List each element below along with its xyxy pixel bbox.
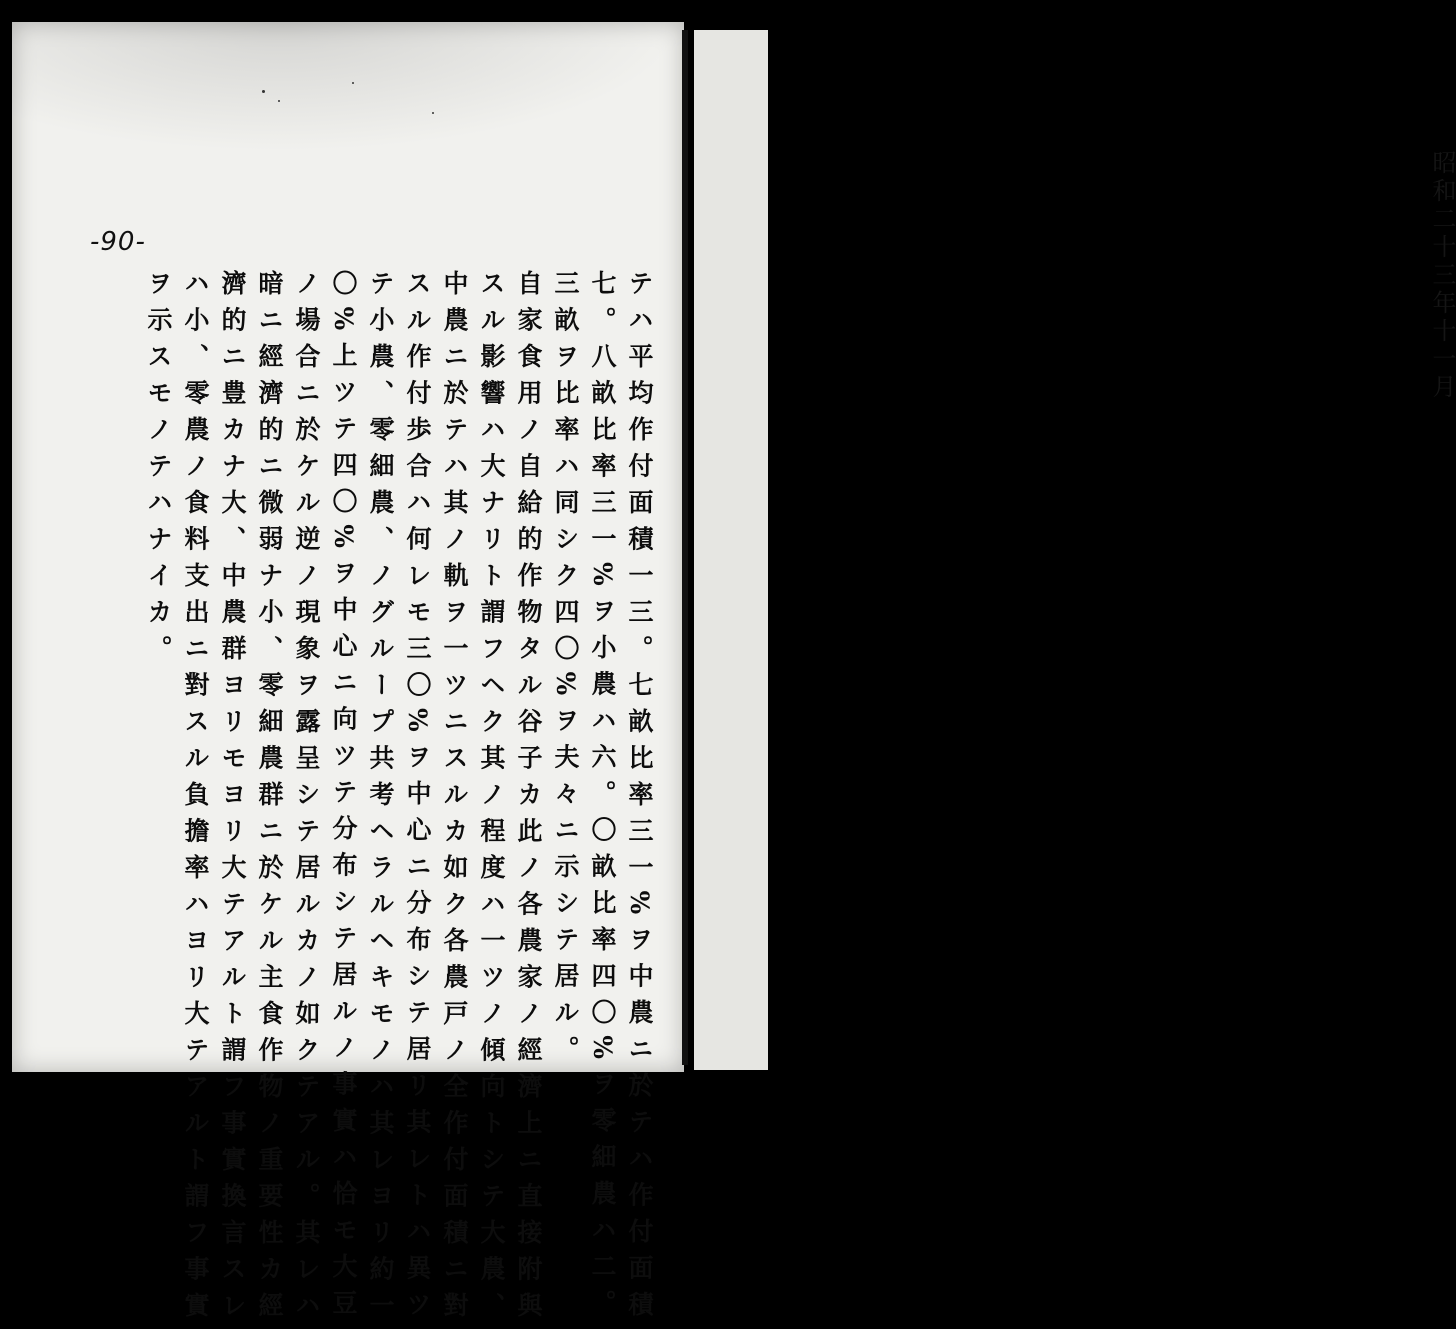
text-column: ハ小、零農ノ食料支出ニ對スル負擔率ハヨリ大テアルト謂フ事實 <box>181 270 210 1329</box>
binding-gutter <box>682 30 688 1065</box>
document-page <box>12 22 684 1329</box>
text-column: 〇%上ツテ四〇%ヲ中心ニ向ツテ分布シテ居ルノ事實ハ恰モ大豆 <box>329 270 358 1327</box>
text-column: スル影響ハ大ナリト謂フヘク其ノ程度ハ一ツノ傾向トシテ大農、 <box>477 270 506 1329</box>
text-column: ヲ示スモノテハナイカ。 <box>144 270 173 672</box>
text-column: 自家食用ノ自給的作物タル谷子カ此ノ各農家ノ經濟上ニ直接附與 <box>514 270 543 1329</box>
scan-speck <box>278 100 280 102</box>
text-column: スル作付歩合ハ何レモ三〇%ヲ中心ニ分布シテ居リ其レトハ異ツ <box>403 270 432 1328</box>
text-column: ノ場合ニ於ケル逆ノ現象ヲ露呈シテ居ルカノ如クテアル。其レハ <box>292 270 321 1329</box>
text-column: 濟的ニ豊カナ大、中農群ヨリモヨリ大テアルト謂フ事實換言スレ <box>218 270 247 1329</box>
scan-speck <box>352 82 354 84</box>
text-column: 中農ニ於テハ其ノ軌ヲ一ツニスルカ如ク各農戸ノ全作付面積ニ對 <box>440 270 469 1329</box>
adjacent-page-edge <box>694 30 1456 1070</box>
scan-speck <box>432 112 434 114</box>
text-column: テハ平均作付面積一三。七畝比率三一%ヲ中農ニ於テハ作付面積 <box>625 270 654 1328</box>
text-column: テ小農、零細農、ノグループ共考ヘラルヘキモノハ其レヨリ約一 <box>366 270 395 1329</box>
scan-speck <box>262 90 265 93</box>
text-column: 七。八畝比率三一%ヲ小農ハ六。〇畝比率四〇%ヲ零細農ハ二。 <box>588 270 617 1327</box>
text-column: 暗ニ經濟的ニ微弱ナ小、零細農群ニ於ケル主食作物ノ重要性カ經 <box>255 270 284 1329</box>
text-column: 三畝ヲ比率ハ同シク四〇%ヲ夫々ニ示シテ居ル。 <box>551 270 580 1072</box>
page-number: -90- <box>90 227 146 257</box>
bleed-through-text: 昭和二十三年十一月 <box>1428 150 1456 402</box>
body-text <box>144 270 654 1329</box>
